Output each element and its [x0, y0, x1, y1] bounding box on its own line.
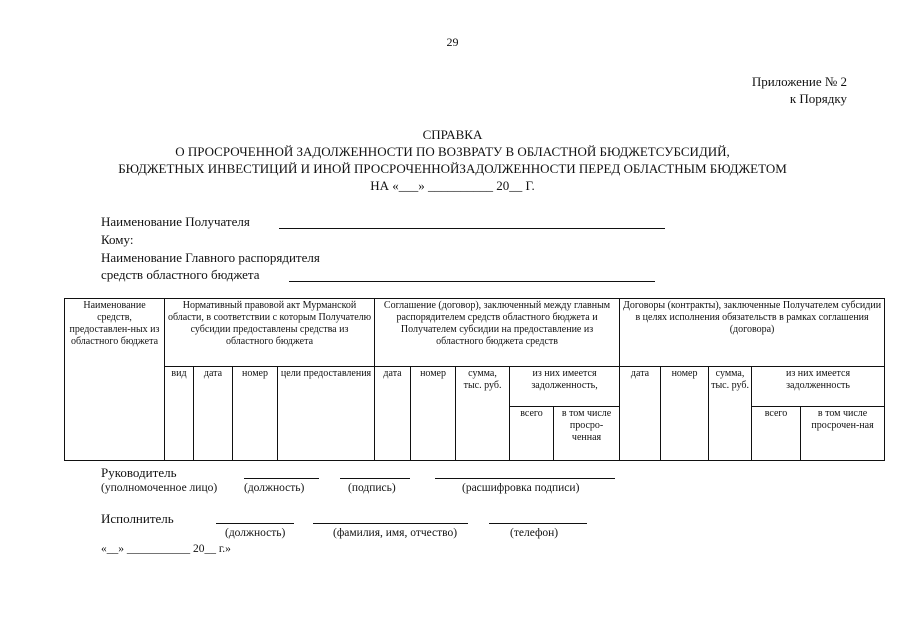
appendix-note [752, 73, 847, 107]
col-header-agr-overdue: в том числе просро-ченная [554, 407, 620, 461]
col-header-agr-sum: сумма, тыс. руб. [456, 367, 510, 461]
title-line-1: СПРАВКА [422, 127, 483, 142]
exec-position-line[interactable] [216, 523, 294, 524]
page-number: 29 [446, 35, 459, 49]
exec-name-line[interactable] [313, 523, 468, 524]
col-header-act-kind: вид [165, 367, 194, 461]
document-title [40, 126, 865, 194]
col-header-con-overdue: в том числе просрочен-ная [801, 407, 885, 461]
head-position-line[interactable] [244, 478, 319, 479]
col-header-con-debt: из них имеется задолженность [752, 367, 885, 407]
col-header-fund-name: Наименование средств, предоставлен-ных из областного бюджета [65, 299, 165, 461]
col-header-agr-debt: из них имеется задолженность, [510, 367, 620, 407]
head-decoding-caption: (расшифровка подписи) [462, 482, 580, 494]
main-manager-line[interactable] [289, 281, 655, 282]
recipient-line[interactable] [279, 228, 665, 229]
title-line-2: О ПРОСРОЧЕННОЙ ЗАДОЛЖЕННОСТИ ПО ВОЗВРАТУ В ОБЛАСТНОЙ БЮДЖЕТСУБСИДИЙ, [175, 144, 730, 159]
head-decoding-line[interactable] [435, 478, 615, 479]
exec-phone-caption: (телефон) [510, 527, 559, 539]
col-header-act-date: дата [194, 367, 233, 461]
title-line-4: НА «___» __________ 20__ Г. [370, 178, 535, 193]
exec-name-caption: (фамилия, имя, отчество) [333, 527, 458, 539]
col-header-con-date: дата [620, 367, 661, 461]
head-signature-line[interactable] [340, 478, 410, 479]
recipient-label: Наименование Получателя [101, 214, 250, 229]
col-header-con-sum: сумма, тыс. руб. [709, 367, 752, 461]
head-position-caption: (должность) [244, 482, 305, 494]
col-header-agr-number: номер [411, 367, 456, 461]
col-header-agr-total: всего [510, 407, 554, 461]
col-header-act-purpose: цели предоставления [278, 367, 375, 461]
to-label: Кому: [101, 232, 134, 247]
head-label: Руководитель [101, 465, 177, 480]
appendix-line-1: Приложение № 2 [751, 74, 847, 89]
appendix-line-2: к Порядку [789, 91, 847, 106]
head-sub-label: (уполномоченное лицо) [101, 482, 218, 494]
head-signature-caption: (подпись) [348, 482, 396, 494]
group-header-agreement: Соглашение (договор), заключенный между главным распорядителем средств областного бюджета и Получателем субсидии на предоставление из областного бюджета средств [375, 299, 620, 367]
group-header-legal-act: Нормативный правовой акт Мурманской области, в соответствии с которым Получателю субсидии предоставлены средства из областного бюджета [165, 299, 375, 367]
group-header-contracts: Договоры (контракты), заключенные Получателем субсидии в целях исполнения обязательств в рамках соглашения (договора) [620, 299, 885, 367]
col-header-agr-date: дата [375, 367, 411, 461]
debt-table [64, 298, 885, 461]
col-header-con-total: всего [752, 407, 801, 461]
main-manager-label: Наименование Главного распорядителя [101, 250, 320, 265]
col-header-con-number: номер [661, 367, 709, 461]
col-header-act-number: номер [233, 367, 278, 461]
executor-label: Исполнитель [101, 511, 174, 526]
title-line-3: БЮДЖЕТНЫХ ИНВЕСТИЦИЙ И ИНОЙ ПРОСРОЧЕННОЙЗАДОЛЖЕННОСТИ ПЕРЕД ОБЛАСТНЫМ БЮДЖЕТОМ [118, 161, 787, 176]
exec-phone-line[interactable] [489, 523, 587, 524]
budget-funds-label: средств областного бюджета [101, 267, 260, 282]
date-line: «__» ___________ 20__ г.» [101, 543, 231, 555]
exec-position-caption: (должность) [225, 527, 286, 539]
